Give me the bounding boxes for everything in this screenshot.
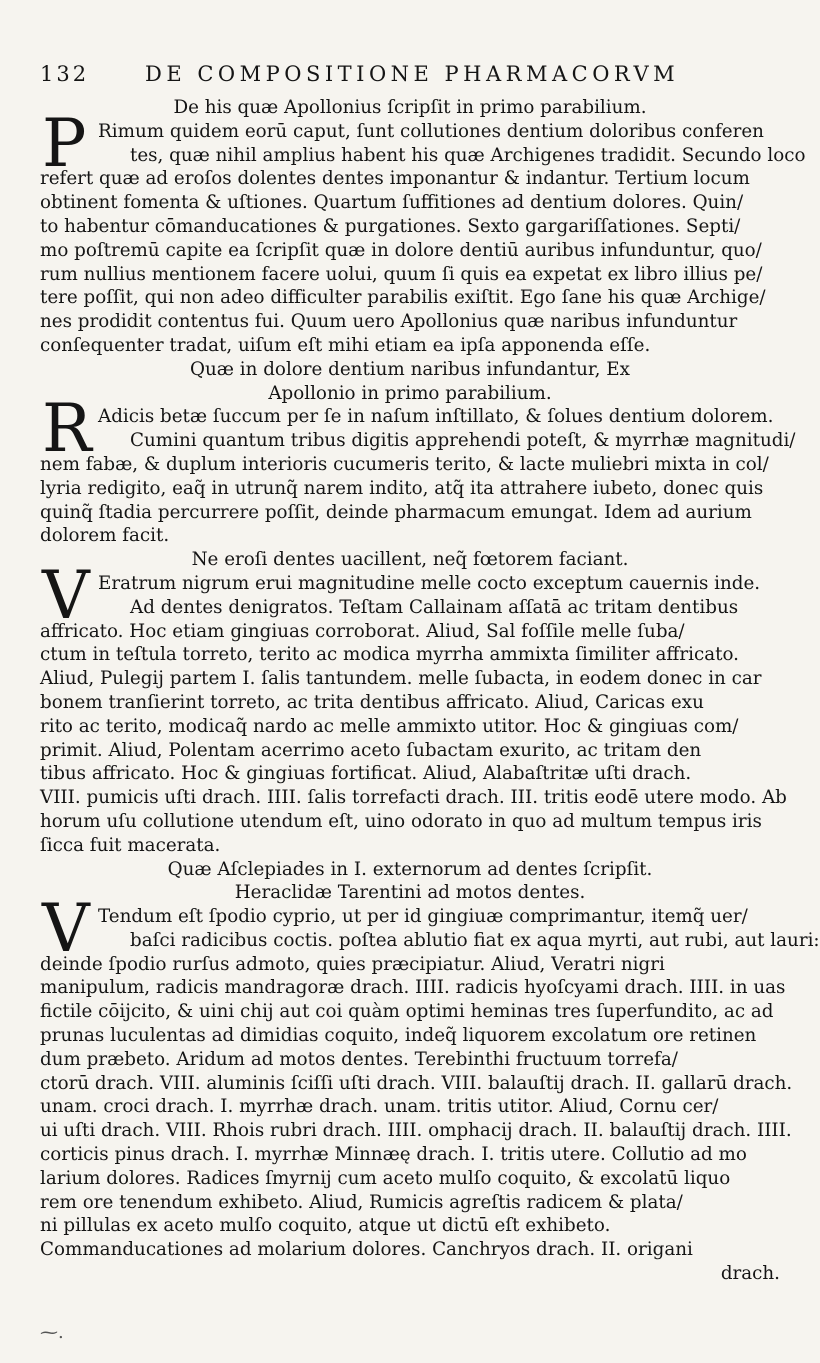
text-line (40, 596, 780, 620)
line-text: deinde ſpodio rurſus admoto, quies præcipiatur. Aliud, Veratri nigri (40, 953, 665, 975)
text-line (40, 263, 780, 287)
text-line (40, 667, 780, 691)
line-text: Aliud, Pulegij partem I. ſalis tantundem. melle ſubacta, in eodem donec in car (40, 668, 762, 690)
line-text: Rimum quidem eorū caput, ſunt collutiones dentium doloribus conferen (98, 120, 764, 142)
text-line (40, 715, 780, 739)
text-line (40, 1214, 780, 1238)
text-line (40, 739, 780, 763)
line-text: prunas luculentas ad dimidias coquito, indeq̃ liquorem excolatum ore retinen (40, 1025, 757, 1047)
text-line (40, 1143, 780, 1167)
section-heading: Quæ in dolore dentium naribus infundantur, Ex (190, 358, 630, 380)
line-text: bonem tranſierint torreto, ac trita dentibus affricato. Aliud, Caricas exu (40, 691, 704, 713)
line-text: manipulum, radicis mandragoræ drach. IIII. radicis hyoſcyami drach. IIII. in uas (40, 977, 786, 999)
text-line (40, 1072, 793, 1096)
line-text: conſequenter tradat, uiſum eſt mihi etiam ea ipſa apponenda eſſe. (40, 334, 651, 356)
line-text: rem ore tenendum exhibeto. Aliud, Rumicis agreſtis radicem & plata/ (40, 1191, 683, 1213)
line-text: lyria redigito, eaq̃ in utrunq̃ narem indito, atq̃ ita attrahere iubeto, donec quis (40, 477, 764, 499)
text-line (40, 1238, 780, 1262)
running-title: DE COMPOSITIONE PHARMACORVM (145, 62, 680, 86)
line-text: nem fabæ, & duplum interioris cucumeris terito, & lacte muliebri mixta in col/ (40, 453, 769, 475)
line-text: Tendum eſt ſpodio cyprio, ut per id gingiuæ comprimantur, itemq̃ uer/ (98, 906, 748, 928)
text-section (40, 548, 787, 857)
line-text: Adicis betæ ſuccum per ſe in naſum inſtillato, & ſolues dentium dolorem. (98, 406, 774, 428)
line-text: rum nullius mentionem facere uolui, quum ſi quis ea expetat ex libro illius pe/ (40, 263, 763, 285)
text-line (40, 643, 780, 667)
line-text: Ad dentes denigratos. Teſtam Callainam aſſatā ac tritam dentibus (130, 596, 739, 618)
text-line (40, 453, 780, 477)
drop-cap-initial: P (42, 104, 87, 182)
drop-cap-initial: V (42, 890, 90, 968)
text-line (40, 929, 820, 953)
line-text: Cumini quantum tribus digitis apprehendi poteſt, & myrrhæ magnitudi/ (130, 430, 796, 452)
text-section (40, 358, 796, 548)
line-text: larium dolores. Radices ſmyrnij cum aceto mulſo coquito, & excolatū liquo (40, 1167, 731, 1189)
line-text: Commanducationes ad molarium dolores. Canchryos drach. II. origani (40, 1239, 693, 1261)
line-text: tes, quæ nihil amplius habent his quæ Archigenes tradidit. Secundo loco (130, 144, 806, 166)
text-line (40, 691, 780, 715)
line-text: affricato. Hoc etiam gingiuas corroborat. Aliud, Sal foſſile melle ſuba/ (40, 620, 685, 642)
text-line (40, 1024, 780, 1048)
section-heading: Heraclidæ Tarentini ad motos dentes. (234, 882, 586, 904)
text-line (40, 1048, 780, 1072)
text-line (40, 762, 780, 786)
line-text: corticis pinus drach. I. myrrhæ Minnæę drach. I. tritis utere. Collutio ad mo (40, 1144, 747, 1166)
text-line (40, 1167, 780, 1191)
text-line (40, 620, 780, 644)
footer-mark: ⁓. (40, 1322, 64, 1343)
text-line (40, 1119, 792, 1143)
text-line (40, 1191, 780, 1215)
line-text: tere poſſit, qui non adeo difficulter parabilis exiſtit. Ego ſane his quæ Archige/ (40, 287, 766, 309)
line-text: Eratrum nigrum erui magnitudine melle cocto exceptum cauernis inde. (98, 572, 761, 594)
drop-cap-initial: R (42, 390, 92, 468)
text-section (40, 96, 806, 358)
line-text: dolorem facit. (40, 525, 170, 547)
line-text: nes prodidit contentus fui. Quum uero Apollonius quæ naribus infunduntur (40, 311, 738, 333)
section-heading: De his quæ Apollonius ſcripſit in primo parabilium. (173, 97, 647, 118)
text-line (40, 953, 780, 977)
text-line (40, 215, 780, 239)
line-text: mo poſtremū capite ea ſcripſit quæ in dolore dentiū auribus infunduntur, quo/ (40, 239, 762, 261)
line-text: rito ac terito, modicaq̃ nardo ac melle ammixto utitor. Hoc & gingiuas com/ (40, 715, 739, 737)
section-heading: Ne eroſi dentes uacillent, neq̃ fœtorem faciant. (191, 549, 629, 571)
line-text: ui uſti drach. VIII. Rhois rubri drach. IIII. omphacij drach. II. balauſtij drach. IIII. (40, 1120, 792, 1142)
text-line (40, 477, 780, 501)
line-text: VIII. pumicis uſti drach. IIII. ſalis torrefacti drach. III. tritis eodē utere modo. Ab (40, 787, 787, 809)
body-text (40, 96, 820, 1286)
text-section (40, 858, 820, 1286)
section-heading: Apollonio in primo parabilium. (268, 382, 552, 404)
line-text: refert quæ ad eroſos dolentes dentes imponantur & indantur. Tertium locum (40, 168, 750, 190)
running-head (40, 62, 780, 92)
page-number: 132 (40, 62, 90, 86)
text-line (40, 501, 780, 525)
text-line (40, 286, 780, 310)
text-line (40, 976, 786, 1000)
line-text: ſicca fuit macerata. (40, 834, 221, 856)
line-text: baſci radicibus coctis. poſtea ablutio fiat ex aqua myrti, aut rubi, aut lauri: (130, 929, 820, 951)
line-text: fictile cōijcito, & uini chij aut coi quàm optimi heminas tres ſuperfundito, ac ad (40, 1001, 774, 1023)
text-line (40, 191, 780, 215)
line-text: horum uſu collutione utendum eſt, uino odorato in quo ad multum tempus iris (40, 810, 762, 832)
line-text: ctum in teſtula torreto, terito ac modica myrrha ammixta ſimiliter affricato. (40, 644, 739, 666)
line-text: primit. Aliud, Polentam acerrimo aceto ſubactam exurito, ac tritam den (40, 739, 702, 761)
text-line (40, 429, 796, 453)
line-text: ni pillulas ex aceto mulſo coquito, atque ut dictū eſt exhibeto. (40, 1215, 611, 1237)
line-text: quinq̃ ſtadia percurrere poſſit, deinde pharmacum emungat. Idem ad aurium (40, 501, 752, 523)
section-heading: Quæ Aſclepiades in I. externorum ad dentes ſcripſit. (167, 858, 653, 880)
text-line (40, 810, 780, 834)
text-line (40, 524, 780, 548)
drop-cap-initial: V (42, 556, 90, 634)
text-line (40, 1095, 780, 1119)
text-line (40, 1000, 780, 1024)
line-text: dum præbeto. Aridum ad motos dentes. Terebinthi fructuum torrefa/ (40, 1048, 678, 1070)
line-text: unam. croci drach. I. myrrhæ drach. unam. tritis utitor. Aliud, Cornu cer/ (40, 1096, 719, 1118)
text-line (40, 310, 780, 334)
text-line (40, 334, 780, 358)
line-text: ctorū drach. VIII. aluminis ſciſſi uſti drach. VIII. balauſtij drach. II. gallarū drach. (40, 1072, 793, 1094)
text-line (40, 144, 806, 168)
text-line (40, 239, 780, 263)
text-line (40, 786, 787, 810)
line-text: to habentur cōmanducationes & purgationes. Sexto gargariſſationes. Septi/ (40, 215, 741, 237)
line-text: tibus affricato. Hoc & gingiuas fortificat. Aliud, Alabaſtritæ uſti drach. (40, 763, 692, 785)
text-line (40, 834, 780, 858)
catchword: drach. (720, 1263, 780, 1285)
text-line (40, 167, 780, 191)
line-text: obtinent fomenta & uſtiones. Quartum ſuffitiones ad dentium dolores. Quin/ (40, 192, 744, 214)
